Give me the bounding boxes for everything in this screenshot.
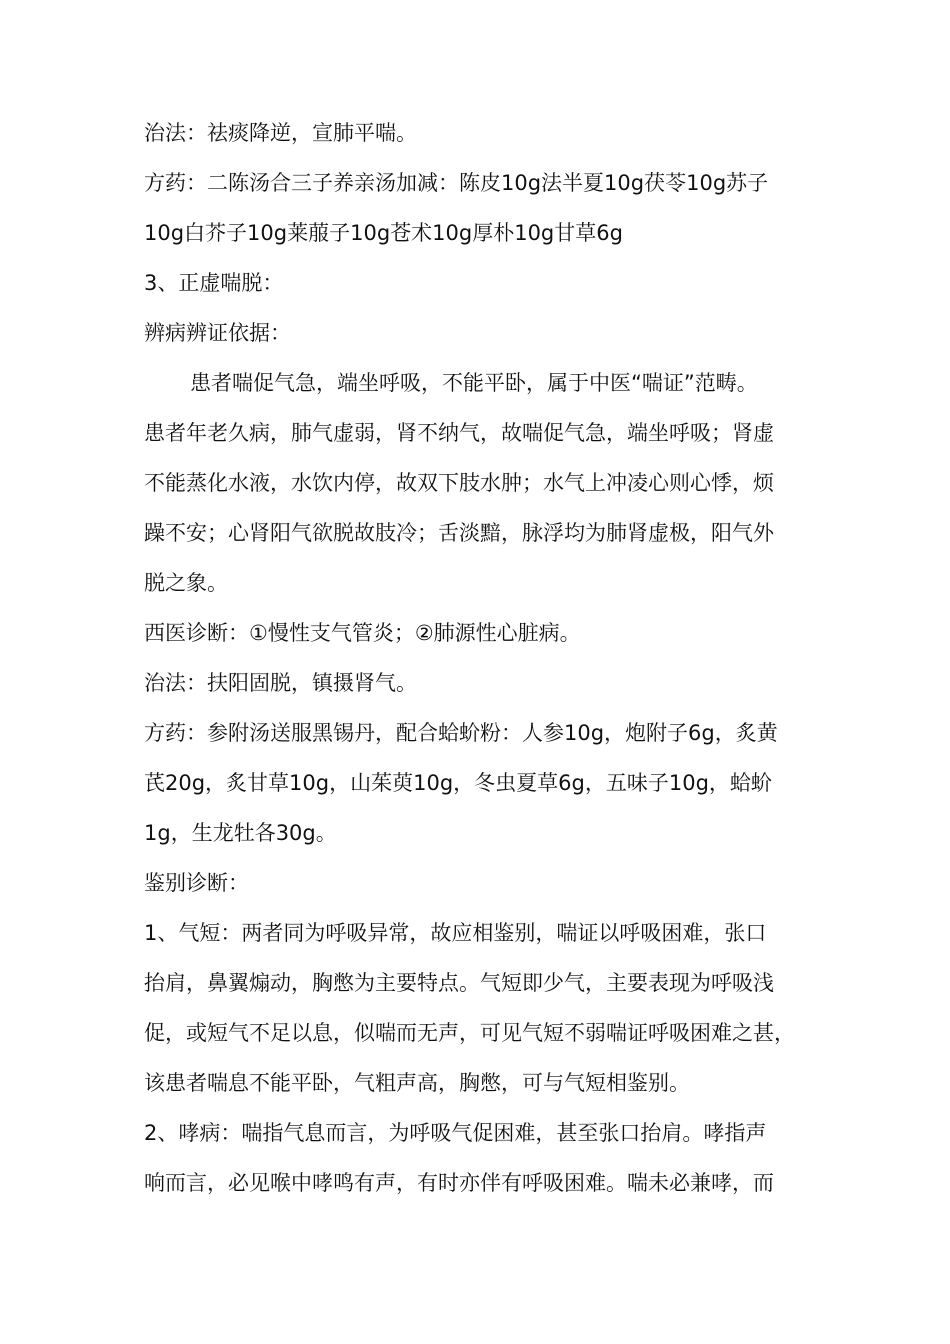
subheading-differential-diagnosis: 鉴别诊断： (144, 871, 249, 895)
section-heading-deficiency-dyspnea: 3、正虚喘脱： (144, 271, 284, 295)
paragraph-line: 2、哮病：喘指气息而言，为呼吸气促困难，甚至张口抬肩。哮指声 (144, 1121, 767, 1145)
paragraph-line: 患者年老久病，肺气虚弱，肾不纳气，故喘促气急，端坐呼吸；肾虚 (144, 421, 774, 445)
document-page (144, 108, 808, 1208)
paragraph-line: 促，或短气不足以息，似喘而无声，可见气短不弱喘证呼吸困难之甚， (144, 1021, 795, 1045)
paragraph-line: 不能蒸化水液，水饮内停，故双下肢水肿；水气上冲凌心则心悸，烦 (144, 471, 774, 495)
text-line-prescription-2-end: 1g，生龙牡各30g。 (144, 821, 337, 845)
paragraph-line: 脱之象。 (144, 571, 228, 595)
paragraph-line: 抬肩，鼻翼煽动，胸憋为主要特点。气短即少气，主要表现为呼吸浅 (144, 971, 774, 995)
text-line-treatment-method-2: 治法：扶阳固脱，镇摄肾气。 (144, 671, 417, 695)
text-line-prescription-2-continued: 芪20g，炙甘草10g，山茱萸10g，冬虫夏草6g，五味子10g，蛤蚧 (144, 771, 772, 795)
paragraph-line: 躁不安；心肾阳气欲脱故肢冷；舌淡黯，脉浮均为肺肾虚极，阳气外 (144, 521, 774, 545)
text-line-prescription-continued: 10g白芥子10g莱菔子10g苍术10g厚朴10g甘草6g (144, 221, 623, 245)
text-line-prescription-2: 方药：参附汤送服黑锡丹，配合蛤蚧粉：人参10g，炮附子6g，炙黄 (144, 721, 778, 745)
paragraph-line: 该患者喘息不能平卧，气粗声高，胸憋，可与气短相鉴别。 (144, 1071, 690, 1095)
text-line-prescription: 方药：二陈汤合三子养亲汤加减：陈皮10g法半夏10g茯苓10g苏子 (144, 171, 769, 195)
paragraph-line: 患者喘促气急，端坐呼吸，不能平卧，属于中医“喘证”范畴。 (190, 371, 758, 395)
text-line-western-diagnosis: 西医诊断：①慢性支气管炎；②肺源性心脏病。 (144, 621, 581, 645)
paragraph-line: 1、气短：两者同为呼吸异常，故应相鉴别，喘证以呼吸困难，张口 (144, 921, 767, 945)
subheading-diagnosis-basis: 辨病辨证依据： (144, 321, 291, 345)
text-line-treatment-method: 治法：祛痰降逆，宣肺平喘。 (144, 121, 417, 145)
paragraph-line: 响而言，必见喉中哮鸣有声，有时亦伴有呼吸困难。喘未必兼哮，而 (144, 1171, 774, 1195)
